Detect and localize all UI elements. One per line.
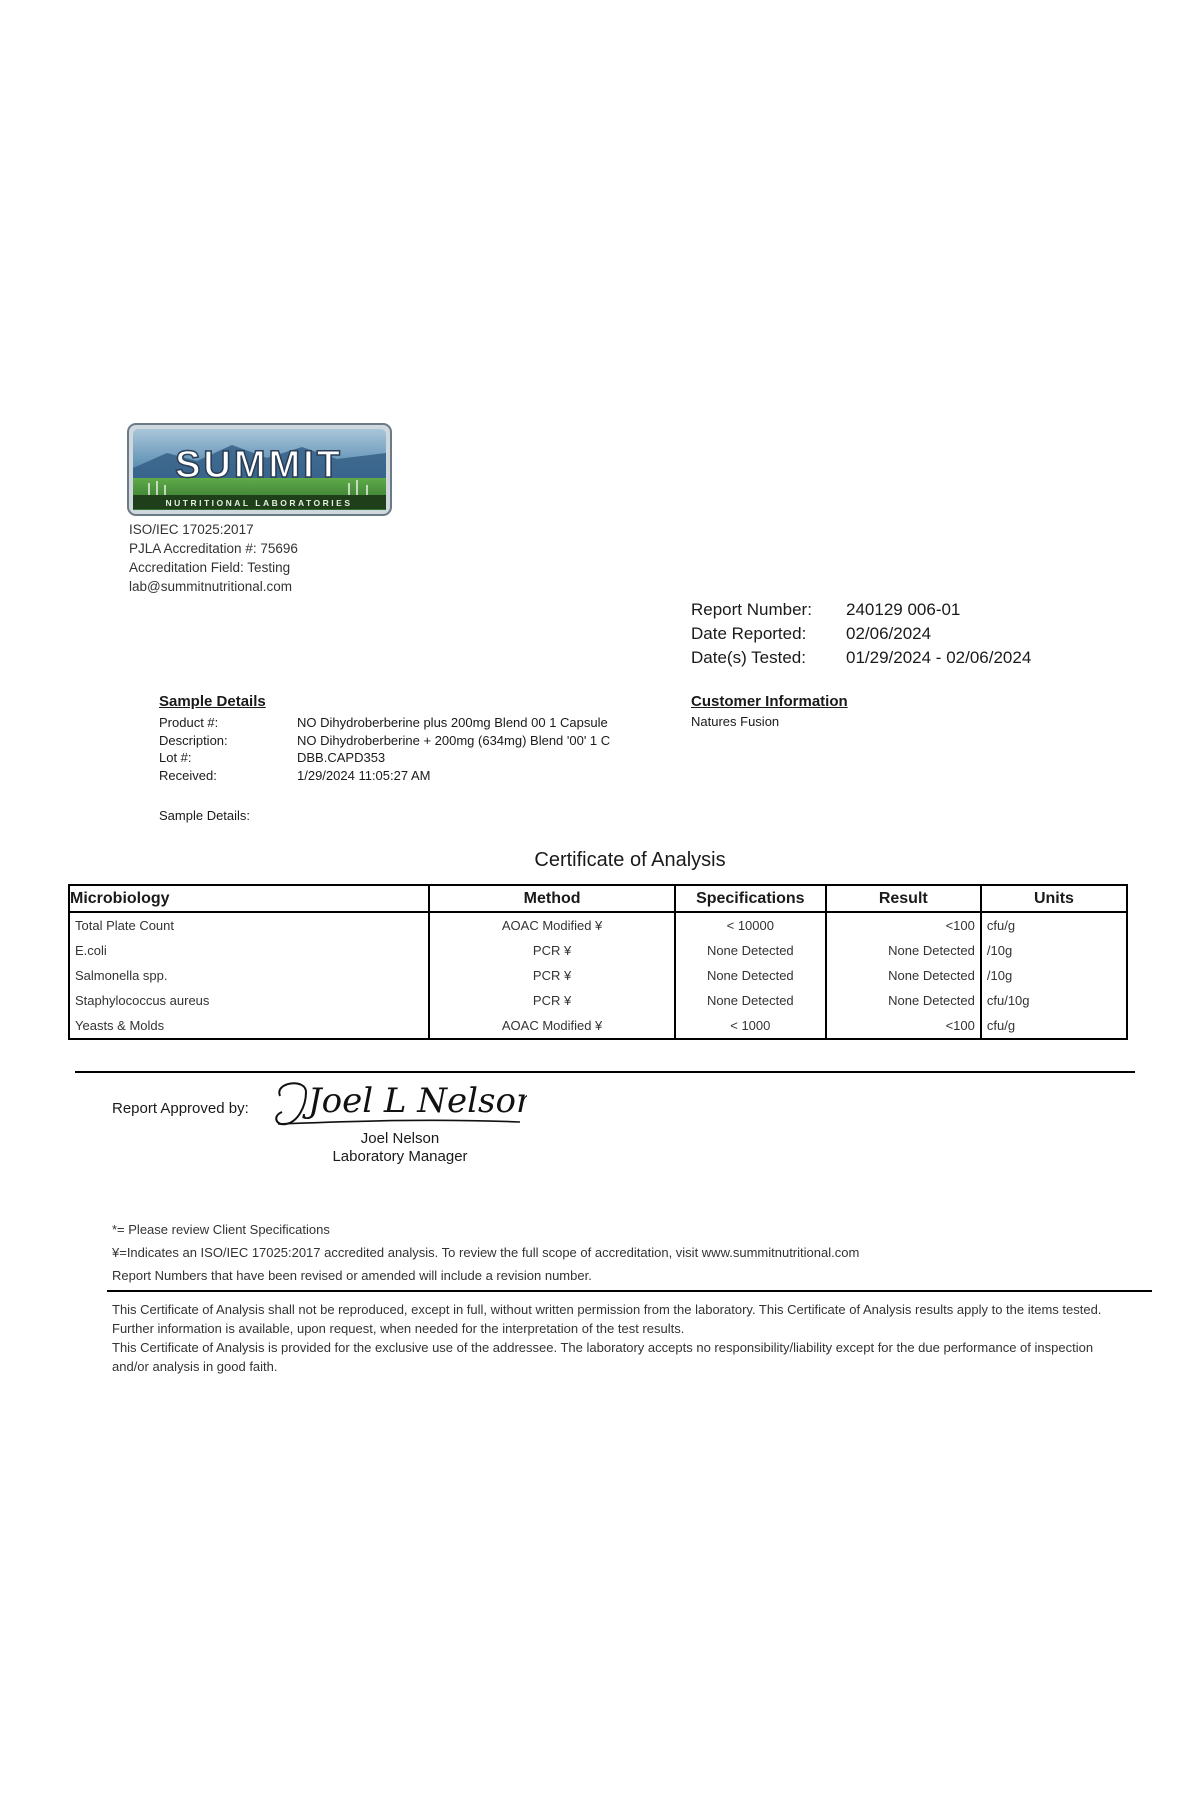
customer-info [691,693,848,729]
description-value: NO Dihydroberberine + 200mg (634mg) Blend '00' 1 C [297,732,611,748]
test-units: cfu/10g [981,988,1127,1013]
test-specification: None Detected [675,988,826,1013]
test-method: PCR ¥ [429,938,675,963]
results-header-row [69,885,1127,912]
test-units: /10g [981,963,1127,988]
product-label: Product #: [159,715,219,730]
product-value: NO Dihydroberberine plus 200mg Blend 00 1 Capsule [297,715,608,730]
sample-details-label: Sample Details: [159,808,251,823]
test-name: E.coli [69,938,429,963]
test-specification: < 1000 [675,1013,826,1039]
note-revision: Report Numbers that have been revised or amended will include a revision number. [112,1268,592,1283]
signer-name: Joel Nelson [360,1130,440,1147]
dates-tested-label: Date(s) Tested: [691,648,806,667]
table-row [69,938,1127,963]
report-meta [691,598,1031,670]
disclaimer-liability: This Certificate of Analysis is provided for the exclusive use of the addressee. The laboratory accepts no responsibility/liability except for the due performance of inspection and/or analysis in good faith. [112,1340,1094,1374]
note-client-specs: *= Please review Client Specifications [112,1222,330,1237]
report-number-row [691,598,1031,622]
pjla-accreditation: PJLA Accreditation #: 75696 [129,541,298,556]
accreditation-standard: ISO/IEC 17025:2017 [129,522,254,537]
customer-info-heading: Customer Information [691,693,848,710]
test-result: None Detected [826,988,981,1013]
table-row [69,1013,1127,1039]
test-method: PCR ¥ [429,963,675,988]
test-name: Staphylococcus aureus [69,988,429,1013]
divider [75,1071,1135,1073]
signature-graphic [272,1078,527,1133]
disclaimer-reproduction: This Certificate of Analysis shall not be reproduced, except in full, without written permission from the laboratory. This Certificate of Analysis results apply to the items tested. Further information is available, upon request, when needed for the interpretation of the test results. [112,1302,1102,1336]
accreditation-field: Accreditation Field: Testing [129,560,291,575]
test-result: <100 [826,1013,981,1039]
test-units: cfu/g [981,912,1127,938]
test-method: PCR ¥ [429,988,675,1013]
description-label: Description: [159,732,228,748]
received-label: Received: [159,767,217,783]
test-specification: < 10000 [675,912,826,938]
footnotes [112,1218,859,1287]
column-header-units: Units [981,885,1127,912]
dates-tested-row [691,646,1031,670]
approved-by-label: Report Approved by: [112,1100,249,1117]
description-row [159,732,610,750]
received-row [159,767,610,785]
test-name: Salmonella spp. [69,963,429,988]
lab-email: lab@summitnutritional.com [129,579,293,594]
test-result: <100 [826,912,981,938]
column-header-result: Result [826,885,981,912]
column-header-method: Method [429,885,675,912]
report-number-label: Report Number: [691,600,812,619]
results-table [68,884,1128,1040]
test-units: cfu/g [981,1013,1127,1039]
sample-details [159,693,610,784]
test-method: AOAC Modified ¥ [429,1013,675,1039]
column-header-microbiology: Microbiology [69,885,429,912]
summit-logo [127,423,392,516]
test-name: Total Plate Count [69,912,429,938]
logo-wordmark: SUMMIT [175,444,343,486]
column-header-specifications: Specifications [675,885,826,912]
lot-row [159,749,610,767]
signer-title: Laboratory Manager [332,1148,468,1165]
test-specification: None Detected [675,938,826,963]
disclaimer [112,1300,1132,1376]
sample-details-heading: Sample Details [159,693,266,710]
dates-tested-value: 01/29/2024 - 02/06/2024 [846,648,1032,667]
summit-logo-graphic [127,423,392,516]
date-reported-value: 02/06/2024 [846,624,932,643]
test-units: /10g [981,938,1127,963]
note-iso-accredited: ¥=Indicates an ISO/IEC 17025:2017 accredited analysis. To review the full scope of accreditation, visit www.summitnutritional.com [112,1245,860,1260]
test-result: None Detected [826,963,981,988]
test-method: AOAC Modified ¥ [429,912,675,938]
signer [300,1130,500,1166]
signature-scrawl: Joel L Nelson [308,1081,527,1121]
table-row [69,912,1127,938]
table-row [69,988,1127,1013]
lot-value: DBB.CAPD353 [297,750,386,765]
product-row [159,714,610,732]
certificate-title: Certificate of Analysis [534,849,726,871]
date-reported-label: Date Reported: [691,624,807,643]
report-number-value: 240129 006-01 [846,600,961,619]
test-specification: None Detected [675,963,826,988]
lab-info [129,520,298,596]
logo-subtext: NUTRITIONAL LABORATORIES [165,498,353,508]
received-value: 1/29/2024 11:05:27 AM [297,767,431,783]
test-name: Yeasts & Molds [69,1013,429,1039]
lot-label: Lot #: [159,750,192,765]
table-row [69,963,1127,988]
divider [107,1290,1152,1292]
customer-name: Natures Fusion [691,714,780,729]
date-reported-row [691,622,1031,646]
test-result: None Detected [826,938,981,963]
signature [272,1078,527,1133]
